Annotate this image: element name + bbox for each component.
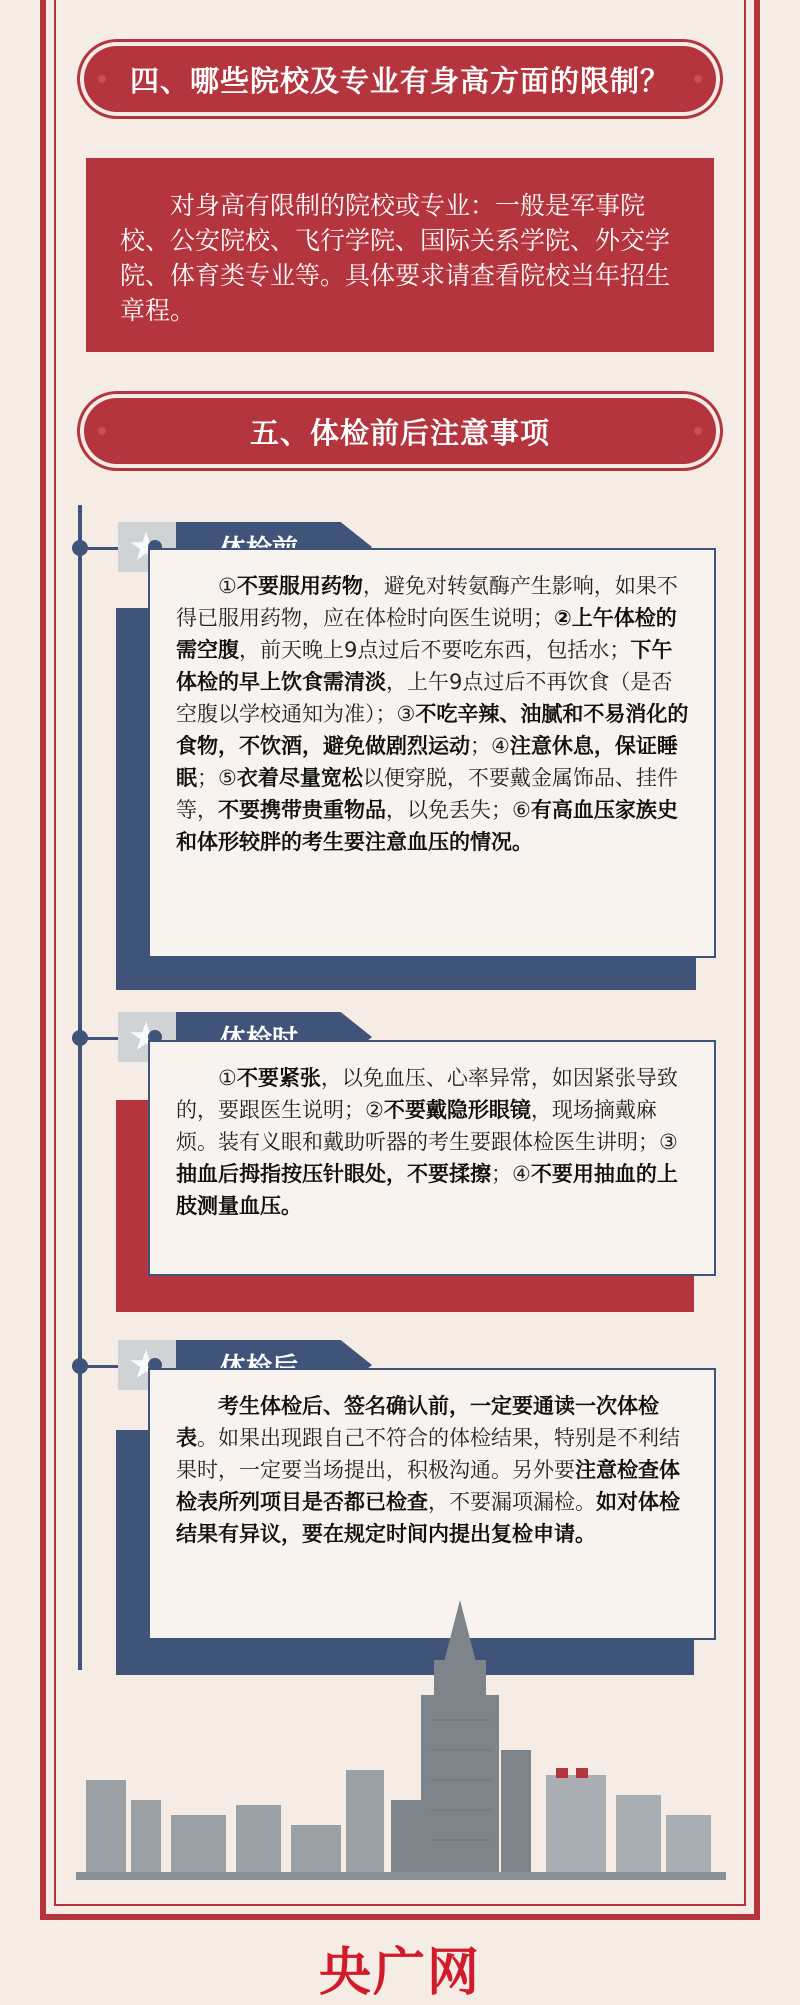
body-text: ，以免丢失；⑥ — [386, 798, 531, 822]
body-text: ① — [218, 1066, 237, 1090]
during-content — [148, 1040, 716, 1276]
emphasis-text: 不要携带贵重物品 — [218, 798, 386, 822]
body-text: ，前天晚上9点过后不要吃东西，包括水； — [239, 638, 631, 662]
body-text: ，现场摘戴麻烦。装有义眼和戴助听器的考生要跟体检医生讲明；③ — [176, 1098, 678, 1154]
before-content — [148, 548, 716, 958]
emphasis-text: 不要紧张 — [236, 1066, 321, 1090]
footer-logo — [0, 1930, 800, 2005]
body-text: ；④ — [491, 1162, 531, 1186]
body-text: ，不要漏项漏检。 — [428, 1490, 596, 1514]
emphasis-text: ②上午体检的需空腹 — [176, 606, 677, 662]
emphasis-text: 不要用抽血的上肢测量血压。 — [176, 1162, 678, 1218]
body-text: 以便穿脱，不要戴金属饰品、挂件等， — [176, 766, 678, 822]
emphasis-text: 考生体检后、签名确认前，一定要通读一次体检表 — [176, 1394, 659, 1450]
emphasis-text: 注意休息，保证睡眠 — [176, 734, 678, 790]
emphasis-text: 不要戴隐形眼镜 — [383, 1098, 531, 1122]
before-text — [176, 570, 692, 858]
after-text — [176, 1390, 692, 1550]
emphasis-text: 下午体检的早上饮食需清淡 — [176, 638, 673, 694]
body-text: ；④ — [470, 734, 510, 758]
emphasis-text: 注意检查体检表所列项目是否都已检查 — [176, 1458, 680, 1514]
body-text: ，上午9点过后不再饮食（是否空腹以学校通知为准）；③ — [176, 670, 673, 726]
city-skyline-illustration — [76, 1600, 726, 1880]
section4-title: 四、哪些院校及专业有身高方面的限制？ — [129, 63, 670, 98]
section5-title: 五、体检前后注意事项 — [249, 415, 550, 450]
timeline-line — [78, 505, 82, 1670]
timeline-connector — [86, 547, 120, 550]
emphasis-text: 有高血压家族史和体形较胖的考生要注意血压的情况。 — [176, 798, 678, 854]
section4-body: 对身高有限制的院校或专业：一般是军事院校、公安院校、飞行学院、国际关系学院、外交学院、体育类专业等。具体要求请查看院校当年招生章程。 — [120, 191, 671, 325]
body-text: ，以免血压、心率异常，如因紧张导致的，要跟医生说明；② — [176, 1066, 678, 1122]
section5-banner — [84, 398, 716, 464]
timeline-connector — [86, 1037, 120, 1040]
emphasis-text: 抽血后拇指按压针眼处，不要揉擦 — [176, 1162, 491, 1186]
body-text: ① — [218, 574, 237, 598]
section4-note-box — [86, 158, 714, 352]
during-text — [176, 1062, 692, 1222]
body-text: 。如果出现跟自己不符合的体检结果，特别是不利结果时，一定要当场提出，积极沟通。另外要 — [176, 1426, 680, 1482]
timeline-connector — [86, 1365, 120, 1368]
emphasis-text: 衣着尽量宽松 — [236, 766, 363, 790]
emphasis-text: 如对体检结果有异议，要在规定时间内提出复检申请。 — [176, 1490, 680, 1546]
body-text: ；⑤ — [197, 766, 237, 790]
section4-banner — [84, 46, 716, 112]
emphasis-text: 不要服用药物 — [236, 574, 363, 598]
footer-logo-text: 央广网 — [318, 1942, 481, 2003]
body-text: ，避免对转氨酶产生影响，如果不得已服用药物，应在体检时向医生说明； — [176, 574, 678, 630]
emphasis-text: 不吃辛辣、油腻和不易消化的食物，不饮酒，避免做剧烈运动 — [176, 702, 689, 758]
